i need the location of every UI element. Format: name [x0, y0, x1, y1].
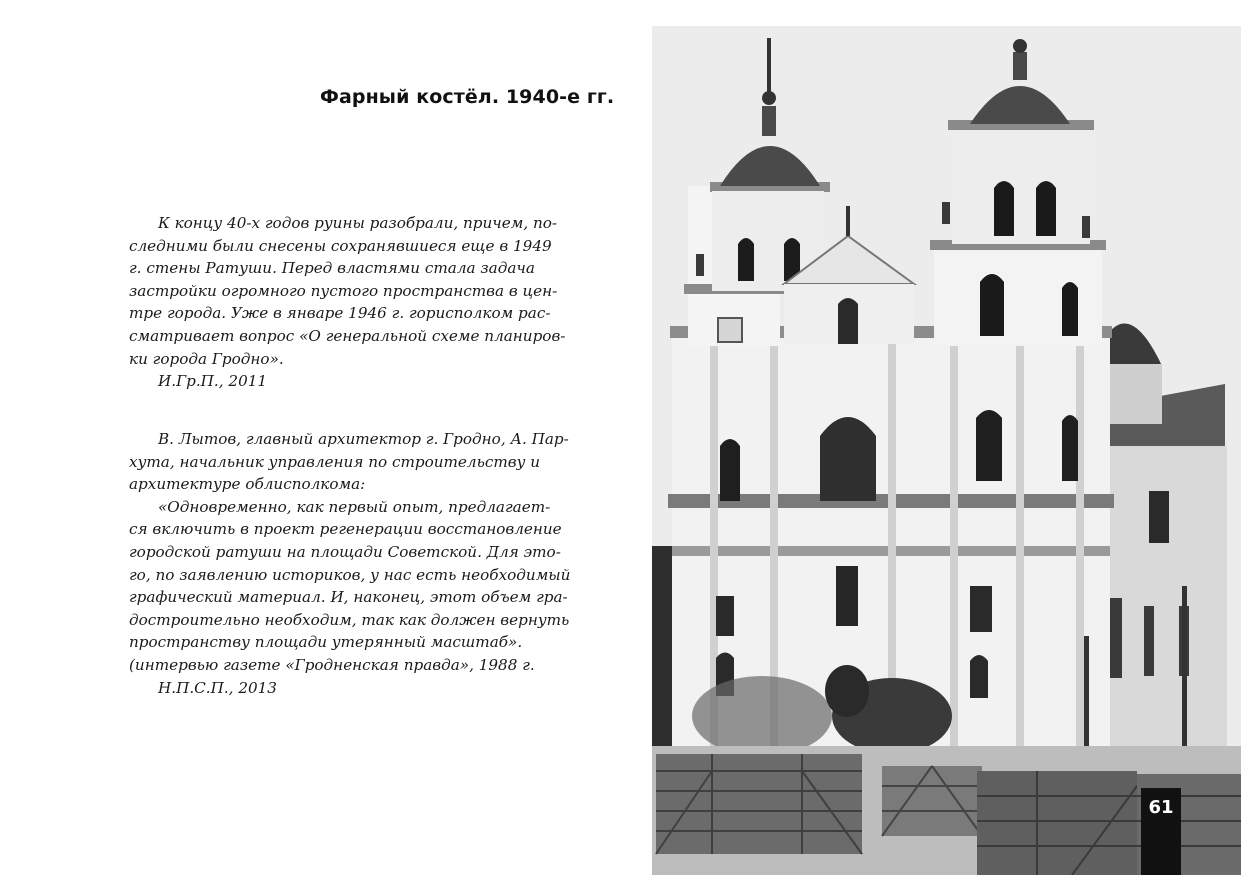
pilaster	[1076, 338, 1084, 746]
nave-window	[1144, 606, 1154, 676]
text-line: ки города Гродно».	[129, 349, 284, 368]
belfry-opening	[1036, 181, 1056, 236]
church-photograph	[652, 26, 1241, 875]
right-belfry	[952, 124, 1090, 244]
arched-window	[970, 655, 988, 698]
text-line: В. Лытов, главный архитектор г. Гродно, А. Пар-	[158, 430, 569, 448]
finial	[1013, 39, 1027, 53]
text-line: «Одновременно, как первый опыт, предлагает-	[158, 497, 551, 516]
telegraph-pole	[1182, 586, 1187, 766]
church-illustration	[652, 26, 1241, 875]
nave-window	[1110, 598, 1122, 678]
quote-block-1	[129, 212, 619, 393]
lantern	[762, 106, 776, 136]
text-line: архитектуре облисполкома:	[129, 475, 366, 494]
tower-window	[980, 274, 1004, 336]
statue	[942, 202, 950, 224]
page-number: 61	[1148, 797, 1174, 818]
pilaster	[950, 338, 958, 746]
statue	[696, 254, 704, 276]
quote-signature: Н.П.С.П., 2013	[158, 678, 277, 697]
window	[716, 596, 734, 636]
text-line: го, по заявлению историков, у нас есть необходимый	[129, 565, 571, 584]
lantern	[1013, 52, 1027, 80]
arched-window	[720, 439, 740, 501]
text-line: г. стены Ратуши. Перед властями стала задача	[129, 259, 535, 278]
pilaster	[1016, 338, 1024, 746]
spire	[767, 38, 771, 96]
intro-paragraph	[129, 428, 619, 496]
text-line: хута, начальник управления по строительству и	[129, 452, 541, 471]
wooden-crate	[882, 766, 982, 836]
nave-window	[1149, 491, 1169, 543]
portal-window	[820, 417, 876, 501]
statue	[1082, 216, 1090, 238]
text-line: застройки огромного пустого пространства в цен-	[129, 281, 558, 300]
text-line: (интервью газете «Гродненская правда», 1988 г.	[129, 655, 535, 674]
quote-signature: И.Гр.П., 2011	[158, 372, 268, 391]
text-line: городской ратуши на площади Советской. Для это-	[129, 542, 561, 561]
quote-paragraph	[129, 212, 619, 370]
text-line: тре города. Уже в январе 1946 г. горисполком рас-	[129, 304, 551, 323]
text-line: достроительно необходим, так как должен вернуть	[129, 610, 570, 629]
trees	[692, 676, 832, 756]
arched-window	[976, 410, 1002, 481]
text-line: К концу 40-х годов руины разобрали, причем, по-	[158, 214, 558, 232]
text-line: пространству площади утерянный масштаб».	[129, 633, 523, 652]
page-title: Фарный костёл. 1940-е гг.	[320, 86, 615, 108]
text-line: сматривает вопрос «О генеральной схеме планиров-	[129, 326, 566, 345]
quote-paragraph	[129, 496, 619, 677]
wooden-crate	[977, 771, 1137, 875]
quote-block-2	[129, 428, 619, 699]
wooden-crate	[656, 754, 862, 854]
window	[970, 586, 992, 632]
clock	[718, 318, 742, 342]
text-line: ся включить в проект регенерации восстановление	[129, 520, 562, 539]
window	[836, 566, 858, 626]
tower-window	[1062, 282, 1078, 336]
gable-window	[838, 298, 858, 344]
arched-window	[1062, 415, 1078, 481]
gable-cross	[846, 206, 850, 236]
text-line: следними были снесены сохранявшиеся еще в 1949	[129, 236, 552, 255]
belfry-opening	[738, 238, 754, 281]
belfry-opening	[994, 181, 1014, 236]
page-number-box	[1141, 788, 1181, 875]
text-line: графический материал. И, наконец, этот объем гра-	[129, 588, 568, 607]
trees	[825, 665, 869, 717]
